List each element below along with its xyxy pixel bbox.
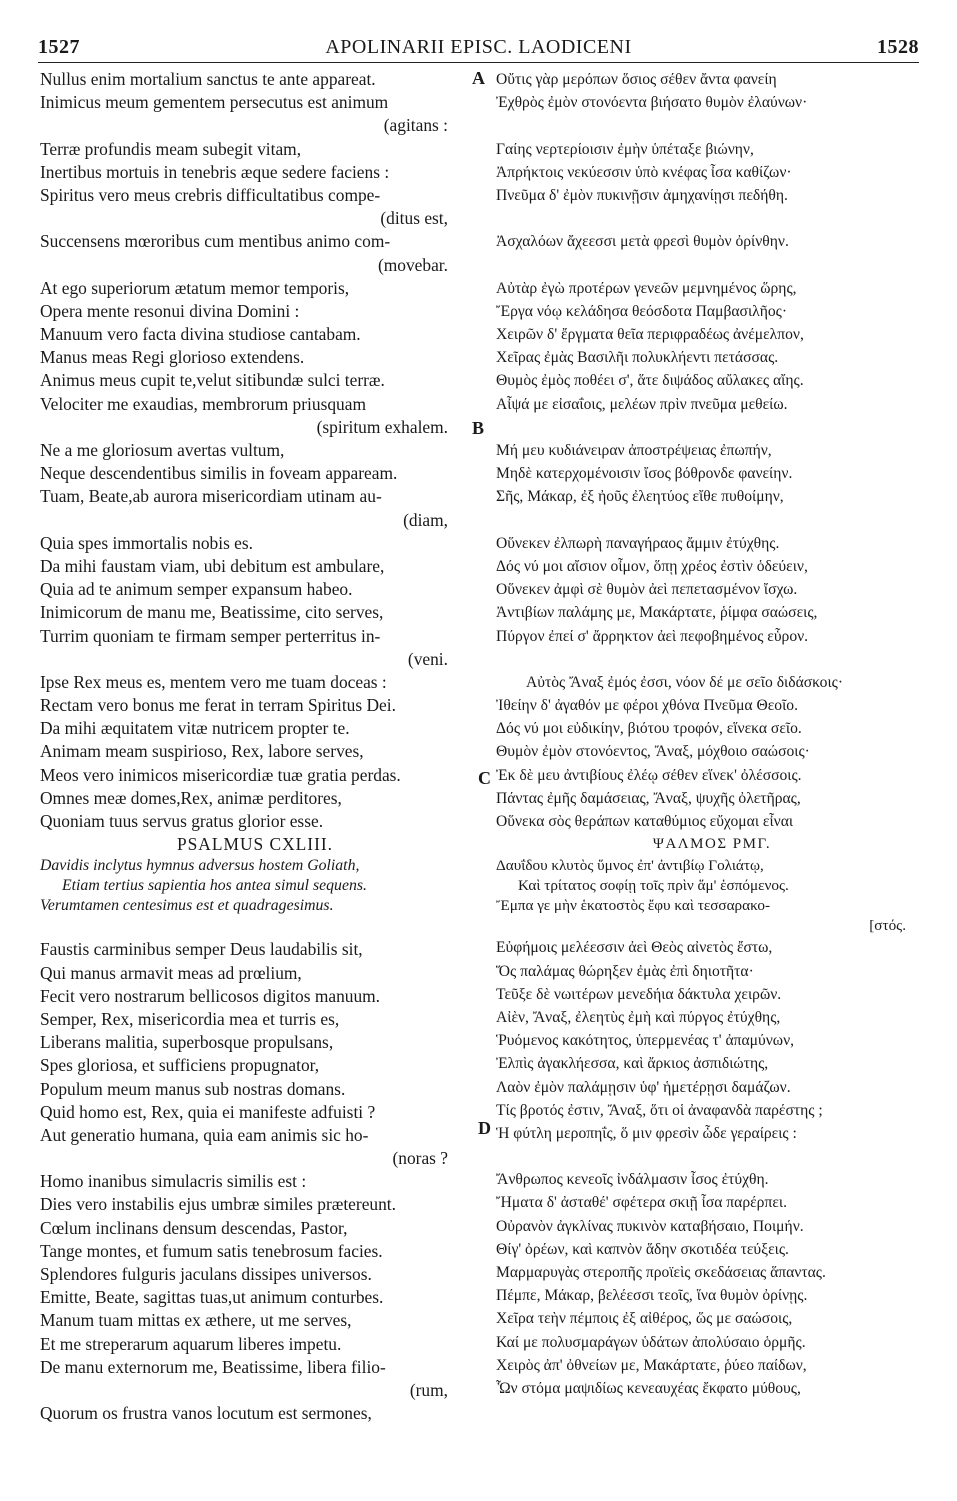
greek-line: Ἰθείην δ' ἀγαθόν με φέροι χθόνα Πνεῦμα Θεοῖο.	[496, 697, 798, 715]
latin-line: Ne a me gloriosum avertas vultum,	[40, 440, 285, 460]
latin-line: Homo inanibus simulacris similis est :	[40, 1171, 307, 1192]
spacer	[496, 648, 928, 671]
psalm-heading-latin: PSALMUS CXLIII.	[176, 834, 334, 855]
greek-line: Ὅς παλάμας θώρηξεν ἐμὰς ἐπὶ δηιοτῆτα·	[496, 962, 754, 980]
latin-line-continuation: (agitans :	[383, 115, 448, 136]
greek-line: Πάντας ἐμῆς δαμάσειας, Ἄναξ, ψυχῆς ὀλετῆρας,	[496, 789, 801, 807]
latin-line: Qui manus armavit meas ad prœlium,	[40, 962, 302, 983]
greek-line: Ἀντιβίων παλάμης με, Μακάρτατε, ῥίμφα σαώσεις,	[496, 604, 818, 622]
greek-line: Εὐφήμοις μελέεσσιν ἀεὶ Θεὸς αἰνετὸς ἔστω,	[496, 939, 773, 957]
latin-line: Tange montes, et fumum satis tenebrosum facies.	[40, 1240, 383, 1261]
latin-line: Omnes meæ domes,Rex, animæ perditores,	[40, 787, 342, 808]
greek-line: Πνεῦμα δ' ἐμὸν πυκινῇσιν ἀμηχανίῃσι πεδήθη.	[496, 186, 788, 204]
greek-line: Πύργον ἐπεί σ' ἄρρηκτον ἀεὶ πεφοβημένος εὗρον.	[496, 627, 809, 645]
latin-line: Manus meas Regi glorioso extendens.	[40, 347, 305, 368]
latin-line: Spes gloriosa, et sufficiens propugnator,	[40, 1055, 320, 1076]
greek-line: Οὕνεκα σὸς θεράπων καταθύμιος εὔχομαι εἶναι	[496, 813, 794, 830]
spacer	[40, 916, 470, 938]
greek-line: Θυμὸν ἐμὸν στονόεντος, Ἄναξ, μόχθοιο σαώσοις·	[496, 743, 810, 761]
greek-line: Χεῖρα τεὴν πέμποις ἐξ αἰθέρος, ὥς με σαώσοις,	[496, 1310, 793, 1328]
page-number-right: 1528	[877, 36, 919, 58]
latin-line: Neque descendentibus similis in foveam appaream.	[40, 463, 398, 484]
latin-line: Da mihi æquitatem vitæ nutricem propter te.	[40, 718, 350, 739]
greek-line: Δός νύ μοι εὐδικίην, βιότου τροφόν, εἵνεκα σεῖο.	[496, 720, 802, 738]
column-marker-a: A	[472, 68, 485, 88]
latin-line: Et me streperarum aquarum liberes impetu.	[40, 1333, 342, 1354]
latin-line: Aut generatio humana, quia eam animis sic ho-	[40, 1124, 369, 1145]
psalm-subtitle-latin: Davidis inclytus hymnus adversus hostem Goliath,	[40, 857, 360, 875]
running-title: APOLINARII EPISC. LAODICENI	[325, 36, 632, 58]
greek-column	[496, 68, 928, 1400]
latin-line: Animus meus cupit te,velut sitibundæ sulci terræ.	[40, 370, 385, 391]
latin-line-continuation: (movebar.	[377, 254, 448, 275]
greek-line: Οὔτις γὰρ μερόπων ὅσιος σέθεν ἄντα φανείη	[496, 71, 777, 88]
latin-line: Quoniam tuus servus gratus glorior esse.	[40, 811, 324, 831]
greek-line: Δός νύ μοι αἴσιον οἶμον, ὅπῃ χρέος ἐστὶν ὁδεύειν,	[496, 557, 808, 575]
greek-line: Καί με πολυσμαράγων ὑδάτων ἀπολύσαιο ὁρμῆς.	[496, 1333, 806, 1351]
latin-line: Ipse Rex meus es, mentem vero me tuam doceas :	[40, 671, 387, 692]
latin-line-continuation: (spiritum exhalem.	[316, 416, 448, 437]
latin-line: Inimicus meum gementem persecutus est animum	[40, 92, 389, 113]
psalm-subtitle-greek: Ἔμπα γε μὴν ἑκατοστὸς ἔφυ καὶ τεσσαρακο-	[496, 897, 771, 915]
column-marker-b: B	[472, 418, 485, 438]
greek-line: Ἐκ δὲ μευ ἀντιβίους ἐλέῳ σέθεν εἵνεκ' ὀλέσσοις.	[496, 766, 802, 784]
greek-line: Αὐτὰρ ἐγὼ προτέρων γενεῶν μεμνημένος ὥρης,	[496, 279, 797, 297]
latin-line: Quorum os frustra vanos locutum est sermones,	[40, 1403, 372, 1424]
greek-line: Πέμπε, Μάκαρ, βελέεσσι τεοῖς, ἵνα θυμὸν ὀρίνῃς.	[496, 1287, 808, 1305]
greek-line: Θίγ' ὀρέων, καὶ καπνὸν ἅδην σκοτιδέα τεύξεις.	[496, 1240, 789, 1258]
latin-line: Dies vero instabilis ejus umbræ similes prætereunt.	[40, 1194, 396, 1215]
greek-line: Οὕνεκεν ἀμφὶ σὲ θυμὸν ἀεὶ πεπετασμένον ἴσχω.	[496, 581, 798, 599]
greek-line: Ἡ φύτλη μεροπηΐς, ὅ μιν φρεσὶν ὧδε γεραίρεις :	[496, 1124, 797, 1142]
spacer	[496, 1145, 928, 1168]
latin-line: Quia spes immortalis nobis es.	[40, 532, 254, 553]
greek-line: Λαὸν ἐμὸν παλάμῃσιν ὑφ' ἡμετέρῃσι δαμάζων.	[496, 1078, 791, 1096]
greek-line: Χειρὸς ἀπ' ὀθνείων με, Μακάρτατε, ῥύεο παίδων,	[496, 1356, 807, 1374]
greek-line: Τεῦξε δὲ νωιτέρων μενεδήια δάκτυλα χειρῶν.	[496, 985, 782, 1003]
greek-line: Θυμὸς ἐμὸς ποθέει σ', ἅτε διψάδος αὔλακες αἴης.	[496, 372, 804, 390]
greek-line: Αἰὲν, Ἄναξ, ἐλεητὺς ἐμὴ καὶ πύργος ἐτύχθης,	[496, 1008, 781, 1026]
psalm-subtitle-latin: Verumtamen centesimus est et quadragesimus.	[40, 897, 334, 915]
latin-line: Manum tuam mittas ex æthere, ut me serves,	[40, 1310, 352, 1331]
greek-line: Ῥυόμενος κακότητος, ὑπερμενέας τ' ἀπαμύνων,	[496, 1032, 795, 1050]
greek-line: Χειρῶν δ' ἔργματα θεῖα περιφραδέως ἀνέμελπον,	[496, 326, 804, 344]
greek-line: Ἀπρήκτοις νεκύεσσιν ὑπὸ κνέφας ἶσα καθίζων·	[496, 163, 792, 181]
latin-line: Animam meam suspirioso, Rex, labore serves,	[40, 741, 364, 762]
greek-line: Αἶψά με εἰσαΐοις, μελέων πρὶν πνεῦμα μεθείω.	[496, 395, 788, 413]
latin-line: Terræ profundis meam subegit vitam,	[40, 138, 302, 159]
latin-line: At ego superiorum ætatum memor temporis,	[40, 277, 350, 298]
latin-line: Da mihi faustam viam, ubi debitum est ambulare,	[40, 555, 385, 576]
latin-line: Cœlum inclinans densum descendas, Pastor,	[40, 1217, 348, 1238]
latin-line: Nullus enim mortalium sanctus te ante appareat.	[40, 69, 376, 89]
greek-line: Μαρμαρυγὰς στεροπῆς προϊεὶς σκεδάσειας ἅπαντας.	[496, 1264, 826, 1281]
greek-line: Χεῖρας ἐμὰς Βασιλῆι πολυκλήεντι πετάσσας.	[496, 349, 779, 367]
spacer	[496, 254, 928, 277]
latin-line-continuation: (noras ?	[392, 1148, 448, 1169]
latin-line: Faustis carminibus semper Deus laudabilis sit,	[40, 939, 363, 960]
latin-line: Quia ad te animum semper expansum habeo.	[40, 579, 353, 600]
latin-line: Semper, Rex, misericordia mea et turris es,	[40, 1008, 340, 1029]
column-marker-c: C	[478, 768, 491, 788]
psalm-subtitle-latin: Etiam tertius sapientia hos antea simul sequens.	[62, 877, 367, 895]
greek-line: Τίς βροτός ἐστιν, Ἄναξ, ὅτι οἱ ἀναφανδὰ παρέστης ;	[496, 1101, 823, 1119]
latin-line: Manuum vero facta divina studiose cantabam.	[40, 324, 361, 345]
column-marker-d: D	[478, 1118, 491, 1138]
spacer	[496, 207, 928, 230]
latin-line-continuation: (diam,	[403, 509, 448, 530]
running-header	[38, 36, 919, 63]
latin-column	[40, 68, 470, 1425]
latin-line: Emitte, Beate, sagittas tuas,ut animum conturbes.	[40, 1287, 384, 1308]
latin-line: Fecit vero nostrarum bellicosos digitos manuum.	[40, 985, 381, 1006]
greek-line: Οὐρανὸν ἀγκλίνας πυκινὸν καταβήσαιο, Ποιμήν.	[496, 1217, 804, 1235]
latin-line: Opera mente resonui divina Domini :	[40, 300, 300, 321]
latin-line: Quid homo est, Rex, quia ei manifeste adfuisti ?	[40, 1101, 376, 1122]
latin-line-continuation: (ditus est,	[380, 208, 448, 229]
latin-line: Liberans malitia, superbosque propulsans,	[40, 1032, 334, 1053]
latin-line-continuation: (rum,	[409, 1379, 448, 1400]
page-number-left: 1527	[38, 36, 80, 58]
latin-line: Splendores fulguris jaculans dissipes universos.	[40, 1264, 372, 1284]
greek-line: Αὐτὸς Ἄναξ ἐμός ἐσσι, νόον δέ με σεῖο διδάσκοις·	[526, 673, 844, 691]
greek-line: Ὧν στόμα μαψιδίως κενεαυχέας ἔκφατο μύθους,	[496, 1379, 801, 1397]
greek-line: Γαίης νερτερίοισιν ἐμὴν ὑπέταξε βιώνην,	[496, 140, 754, 158]
greek-line: Οὕνεκεν ἐλπωρὴ παναγήραος ἄμμιν ἐτύχθης.	[496, 534, 780, 552]
latin-line: Meos vero inimicos misericordiæ tuæ gratia perdas.	[40, 764, 401, 785]
latin-line-continuation: (veni.	[407, 648, 448, 669]
greek-line: Ἤματα δ' ἀσταθέ' σφέτερα σκιῇ ἶσα παρέρπει.	[496, 1194, 787, 1212]
spacer	[496, 509, 928, 532]
spacer	[496, 416, 928, 439]
greek-line-continuation: [στός.	[869, 917, 906, 935]
greek-line: Ἔργα νόῳ κελάδησα θεόσδοτα Παμβασιλῆος·	[496, 302, 788, 320]
greek-line: Ἀσχαλόων ἄχεεσσι μετὰ φρεσὶ θυμὸν ὀρίνθην.	[496, 233, 789, 251]
latin-line: Succensens mœroribus cum mentibus animo com-	[40, 231, 391, 252]
psalm-subtitle-greek: Καὶ τρίτατος σοφίῃ τοῖς πρὶν ἅμ' ἑσπόμενος.	[518, 877, 789, 895]
latin-line: Turrim quoniam te firmam semper perterritus in-	[40, 625, 381, 646]
spacer	[496, 114, 928, 137]
latin-line: Inertibus mortuis in tenebris æque sedere faciens :	[40, 161, 390, 182]
greek-line: Ἄνθρωπος κενεοῖς ἰνδάλμασιν ἶσος ἐτύχθη.	[496, 1171, 769, 1189]
latin-line: Tuam, Beate,ab aurora misericordiam utinam au-	[40, 486, 382, 507]
greek-line: Σῆς, Μάκαρ, ἐξ ἠοῦς ἐλεητύος εἴθε πυθοίμην,	[496, 488, 784, 506]
latin-line: De manu externorum me, Beatissime, libera filio-	[40, 1356, 386, 1377]
greek-line: Ἐλπὶς ἀγακλήεσσα, καὶ ἄρκιος ἀσπιδιώτης,	[496, 1055, 769, 1073]
latin-line: Velociter me exaudias, membrorum priusquam	[40, 393, 366, 414]
latin-line: Populum meum manus sub nostras domans.	[40, 1078, 346, 1099]
latin-line: Spiritus vero meus crebris difficultatibus compe-	[40, 184, 381, 205]
latin-line: Inimicorum de manu me, Beatissime, cito serves,	[40, 602, 384, 623]
psalm-heading-greek: ΨΑΛΜΟΣ ΡΜΓ.	[652, 836, 772, 853]
latin-line: Rectam vero bonus me ferat in terram Spiritus Dei.	[40, 695, 396, 716]
greek-line: Μηδὲ κατερχομένοισιν ἴσος βόθρονδε φανείην.	[496, 465, 793, 483]
psalm-subtitle-greek: Δαυΐδου κλυτὸς ὕμνος ἐπ' ἀντιβίῳ Γολιάτῳ,	[496, 857, 764, 875]
greek-line: Ἐχθρὸς ἐμὸν στονόεντα βιήσατο θυμὸν ἐλαύνων·	[496, 94, 808, 112]
greek-line: Μή μευ κυδιάνειραν ἀποστρέψειας ἐπωπήν,	[496, 442, 772, 459]
